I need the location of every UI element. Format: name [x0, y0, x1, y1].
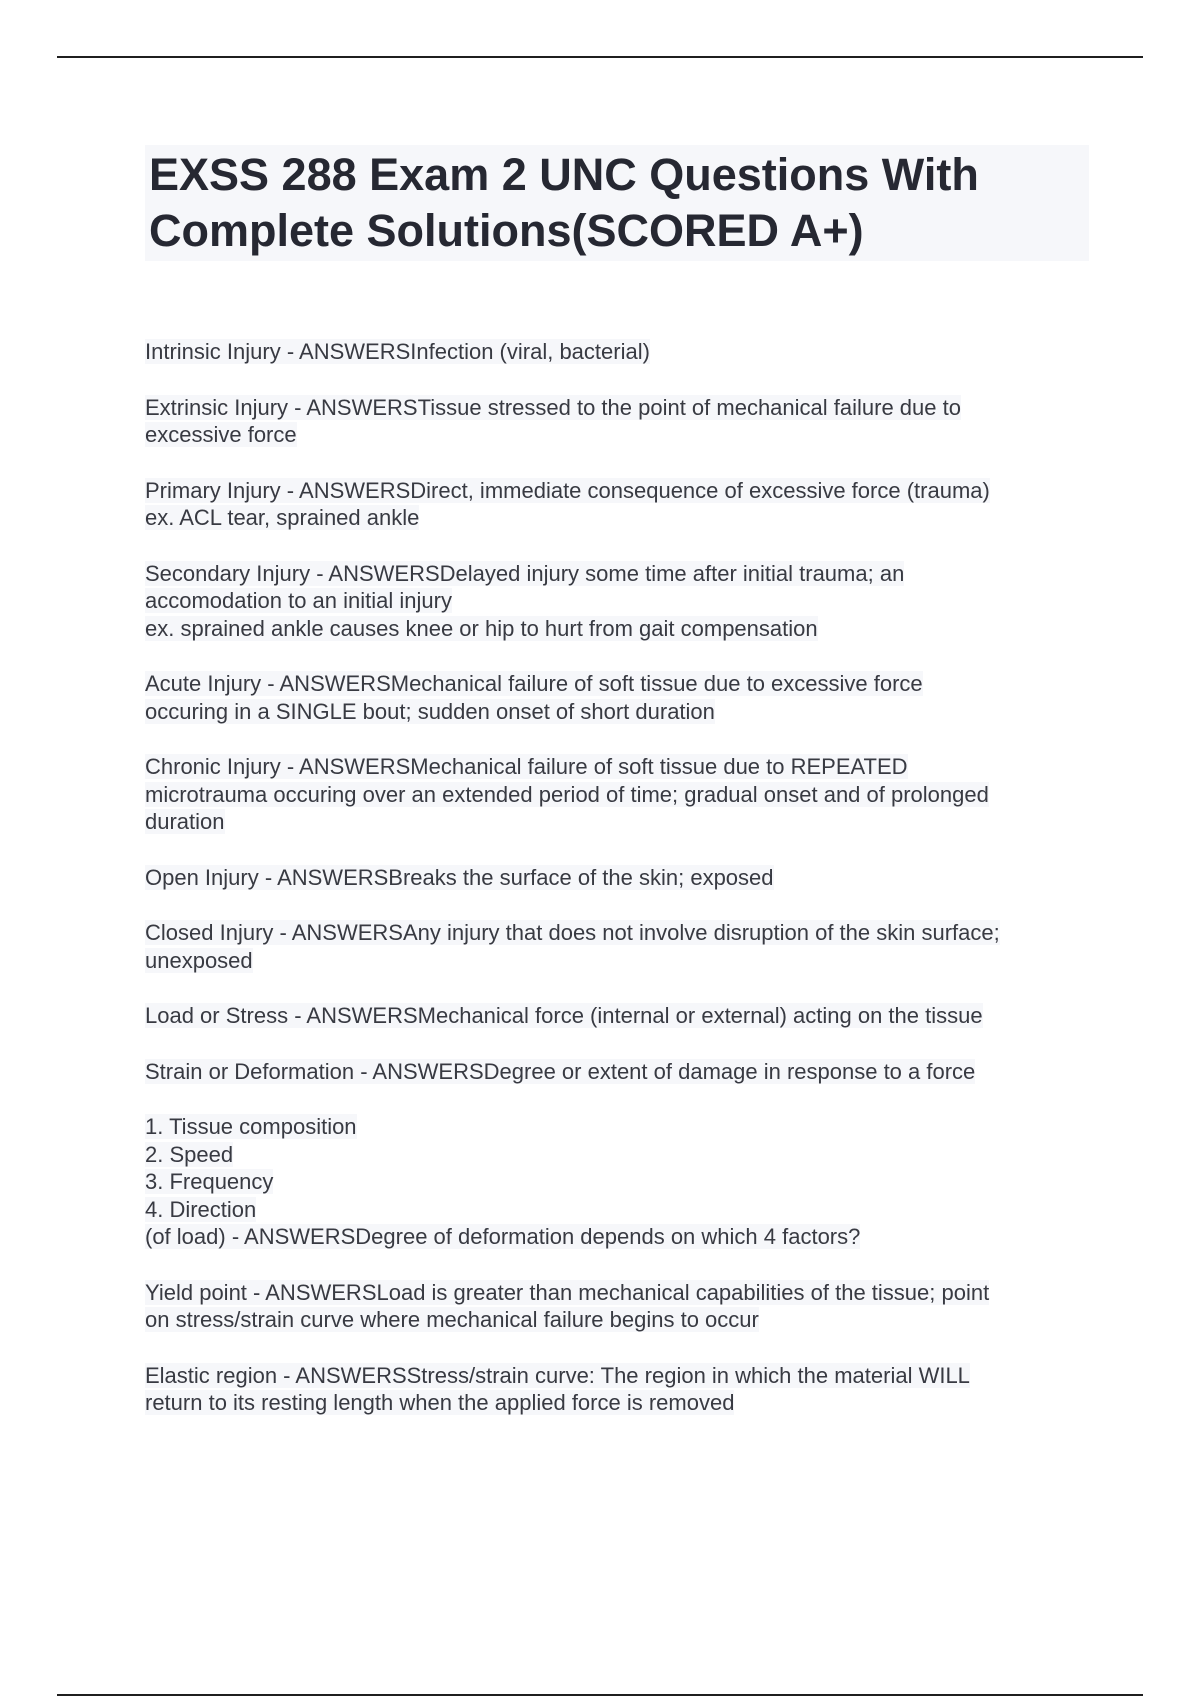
- qa-entry-text: microtrauma occuring over an extended period of time; gradual onset and of prolonged: [145, 781, 989, 807]
- qa-entry: [145, 394, 1100, 449]
- qa-entry-text: Acute Injury - ANSWERSMechanical failure of soft tissue due to excessive force: [145, 671, 923, 696]
- qa-entry-line: [145, 338, 1100, 366]
- qa-entry: [145, 1362, 1100, 1417]
- qa-entry: [145, 477, 1100, 532]
- qa-list: [145, 338, 1100, 1445]
- qa-entry-line: [145, 1362, 1100, 1390]
- qa-entry-line: [145, 698, 1100, 726]
- qa-entry-text: 2. Speed: [145, 1141, 234, 1167]
- qa-entry-line: [145, 781, 1100, 809]
- qa-entry-text: Strain or Deformation - ANSWERSDegree or extent of damage in response to a force: [145, 1058, 976, 1084]
- qa-entry: [145, 1279, 1100, 1334]
- qa-entry-text: excessive force: [145, 422, 297, 447]
- qa-entry-text: Elastic region - ANSWERSStress/strain curve: The region in which the material WILL: [145, 1362, 970, 1388]
- qa-entry-line: [145, 753, 1100, 781]
- qa-entry-line: [145, 615, 1100, 643]
- qa-entry-line: [145, 1168, 1100, 1196]
- qa-entry-line: [145, 670, 1100, 698]
- title-block: [145, 145, 1089, 261]
- qa-entry-line: [145, 560, 1100, 588]
- qa-entry-text: occuring in a SINGLE bout; sudden onset of short duration: [145, 698, 715, 724]
- qa-entry-line: [145, 1058, 1100, 1086]
- qa-entry-line: [145, 1141, 1100, 1169]
- qa-entry-text: Intrinsic Injury - ANSWERSInfection (viral, bacterial): [145, 339, 650, 364]
- qa-entry-text: accomodation to an initial injury: [145, 588, 452, 613]
- qa-entry-text: ex. sprained ankle causes knee or hip to hurt from gait compensation: [145, 615, 818, 641]
- qa-entry: [145, 670, 1100, 725]
- qa-entry-line: [145, 947, 1100, 975]
- qa-entry: [145, 864, 1100, 892]
- qa-entry-line: [145, 1002, 1100, 1030]
- qa-entry-text: duration: [145, 809, 225, 834]
- qa-entry-text: Primary Injury - ANSWERSDirect, immediate consequence of excessive force (trauma): [145, 477, 990, 503]
- qa-entry-text: Extrinsic Injury - ANSWERSTissue stressed to the point of mechanical failure due to: [145, 394, 961, 420]
- qa-entry-line: [145, 477, 1100, 505]
- qa-entry: [145, 919, 1100, 974]
- qa-entry-text: return to its resting length when the applied force is removed: [145, 1390, 735, 1415]
- qa-entry-text: Secondary Injury - ANSWERSDelayed injury some time after initial trauma; an: [145, 560, 905, 586]
- qa-entry-text: ex. ACL tear, sprained ankle: [145, 505, 420, 530]
- qa-entry-text: Chronic Injury - ANSWERSMechanical failure of soft tissue due to REPEATED: [145, 754, 908, 779]
- qa-entry-line: [145, 1223, 1100, 1251]
- qa-entry-text: unexposed: [145, 947, 253, 973]
- qa-entry: [145, 753, 1100, 836]
- qa-entry-line: [145, 1279, 1100, 1307]
- bottom-divider: [57, 1694, 1143, 1696]
- qa-entry-line: [145, 808, 1100, 836]
- qa-entry-line: [145, 421, 1100, 449]
- qa-entry-line: [145, 394, 1100, 422]
- qa-entry-text: 1. Tissue composition: [145, 1114, 357, 1139]
- qa-entry-text: Yield point - ANSWERSLoad is greater than mechanical capabilities of the tissue; point: [145, 1279, 990, 1305]
- qa-entry-text: (of load) - ANSWERSDegree of deformation depends on which 4 factors?: [145, 1224, 861, 1249]
- qa-entry: [145, 338, 1100, 366]
- qa-entry: [145, 1002, 1100, 1030]
- qa-entry-line: [145, 1196, 1100, 1224]
- qa-entry: [145, 560, 1100, 643]
- qa-entry: [145, 1113, 1100, 1251]
- qa-entry-line: [145, 1113, 1100, 1141]
- qa-entry-text: 4. Direction: [145, 1196, 257, 1222]
- qa-entry-line: [145, 587, 1100, 615]
- qa-entry-text: 3. Frequency: [145, 1169, 274, 1194]
- qa-entry-text: Open Injury - ANSWERSBreaks the surface of the skin; exposed: [145, 864, 774, 890]
- qa-entry-line: [145, 919, 1100, 947]
- qa-entry-text: on stress/strain curve where mechanical failure begins to occur: [145, 1307, 759, 1332]
- qa-entry-line: [145, 1389, 1100, 1417]
- qa-entry-text: Load or Stress - ANSWERSMechanical force (internal or external) acting on the tissue: [145, 1003, 983, 1028]
- qa-entry: [145, 1058, 1100, 1086]
- qa-entry-line: [145, 864, 1100, 892]
- qa-entry-line: [145, 504, 1100, 532]
- top-divider: [57, 56, 1143, 58]
- page-title: EXSS 288 Exam 2 UNC Questions With Complete Solutions(SCORED A+): [149, 149, 979, 256]
- qa-entry-line: [145, 1306, 1100, 1334]
- qa-entry-text: Closed Injury - ANSWERSAny injury that does not involve disruption of the skin surface;: [145, 920, 1000, 945]
